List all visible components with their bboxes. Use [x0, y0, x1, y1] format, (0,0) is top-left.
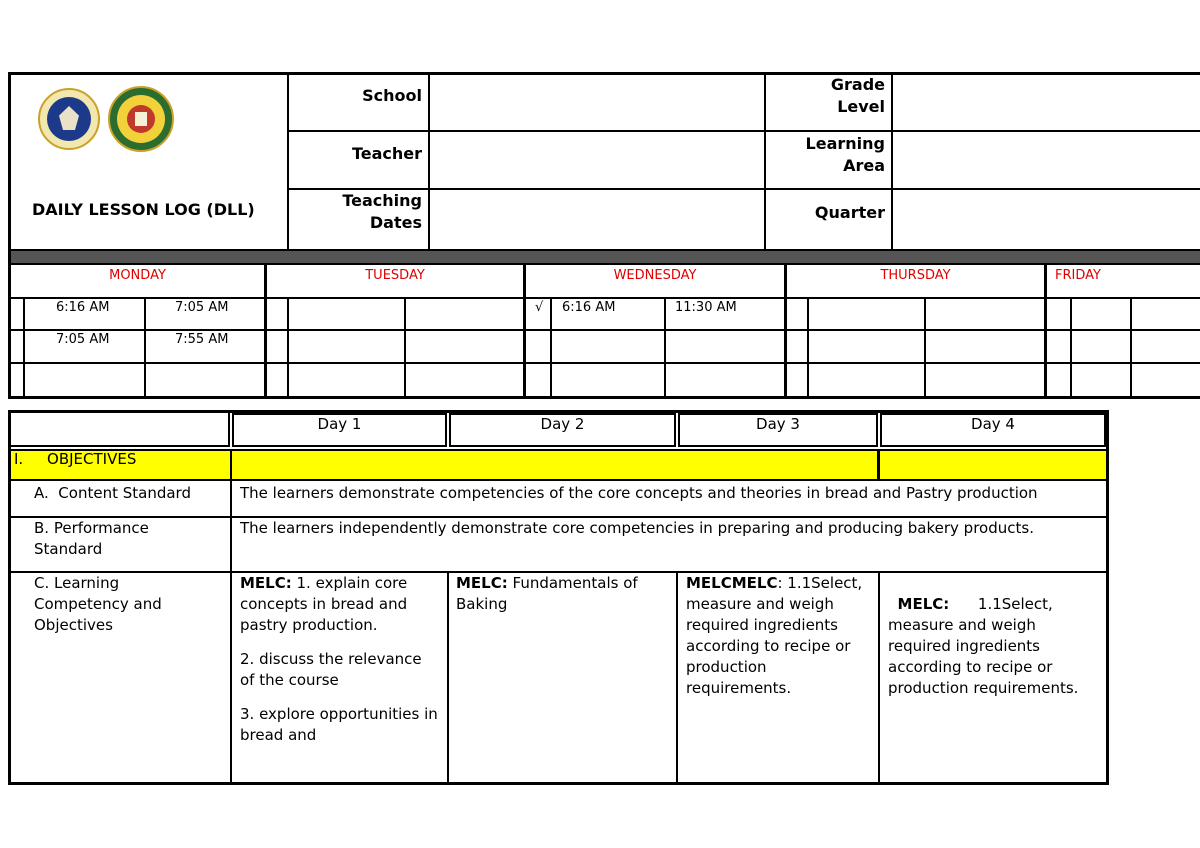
school-label: School: [362, 86, 422, 105]
deped-seal-logo: [38, 88, 100, 150]
day3-competency: [686, 573, 872, 699]
day4-header: Day 4: [971, 415, 1015, 433]
day-label-thursday: THURSDAY: [880, 268, 951, 283]
teacher-label: Teacher: [351, 144, 422, 163]
wednesday-check-icon: √: [535, 300, 544, 315]
teaching-dates-label: Teaching Dates: [342, 191, 422, 232]
day-label-wednesday: WEDNESDAY: [613, 268, 697, 283]
teacher-field[interactable]: [432, 134, 762, 186]
quarter-label: Quarter: [814, 203, 885, 222]
day1-item1: 1. explain core concepts in bread and pastry production.: [240, 574, 408, 634]
day1-item2: 2. discuss the relevance of the course: [240, 650, 422, 689]
quarter-field[interactable]: [895, 192, 1195, 247]
content-standard-text: The learners demonstrate competencies of the core concepts and theories in bread and Pastry production: [240, 484, 1038, 502]
performance-standard-text: The learners independently demonstrate core competencies in preparing and producing bakery products.: [240, 519, 1034, 537]
performance-standard-label: B. Performance Standard: [34, 519, 149, 558]
day-label-tuesday: TUESDAY: [365, 268, 425, 283]
learning-area-label: Learning Area: [805, 134, 885, 175]
day2-melc-label: MELC:: [456, 574, 508, 592]
day-label-monday: MONDAY: [109, 268, 166, 283]
content-standard-label: A. Content Standard: [34, 484, 191, 502]
day1-header: Day 1: [317, 415, 362, 433]
learning-area-field[interactable]: [895, 134, 1195, 186]
monday-slot2-end: 7:55 AM: [175, 332, 229, 347]
school-field[interactable]: [432, 76, 762, 128]
monday-slot2-start: 7:05 AM: [56, 332, 110, 347]
day-label-friday: FRIDAY: [1055, 268, 1101, 283]
day3-text: : 1.1Select, measure and weigh required ingredients according to recipe or production requirements.: [686, 574, 863, 697]
teaching-dates-field[interactable]: [432, 192, 762, 247]
wednesday-slot1-end: 11:30 AM: [675, 300, 737, 315]
grade-level-label: Grade Level: [830, 75, 885, 116]
day4-competency: [888, 573, 1100, 699]
day2-header: Day 2: [540, 415, 585, 433]
day4-text: 1.1Select, measure and weigh required ingredients according to recipe or production requirements.: [888, 595, 1079, 697]
day2-competency: [456, 573, 670, 615]
monday-slot1-end: 7:05 AM: [175, 300, 229, 315]
day1-competency: [240, 573, 440, 746]
objectives-label: I. OBJECTIVES: [14, 450, 137, 468]
page-title: DAILY LESSON LOG (DLL): [32, 200, 255, 219]
objectives-row: [11, 449, 1106, 481]
day3-melc-label: MELCMELC: [686, 574, 778, 592]
day4-melc-label: MELC:: [897, 595, 950, 613]
wednesday-slot1-start: 6:16 AM: [562, 300, 616, 315]
learning-competency-label: C. Learning Competency and Objectives: [34, 574, 162, 634]
monday-slot1-start: 6:16 AM: [56, 300, 110, 315]
day1-melc-label: MELC:: [240, 574, 292, 592]
grade-level-field[interactable]: [895, 76, 1195, 128]
day3-header: Day 3: [756, 415, 800, 433]
header-divider-band: [11, 249, 1200, 265]
dept-education-logo: [108, 86, 174, 152]
day1-item3: 3. explore opportunities in bread and: [240, 705, 438, 744]
day2-text: Fundamentals of Baking: [456, 574, 638, 613]
